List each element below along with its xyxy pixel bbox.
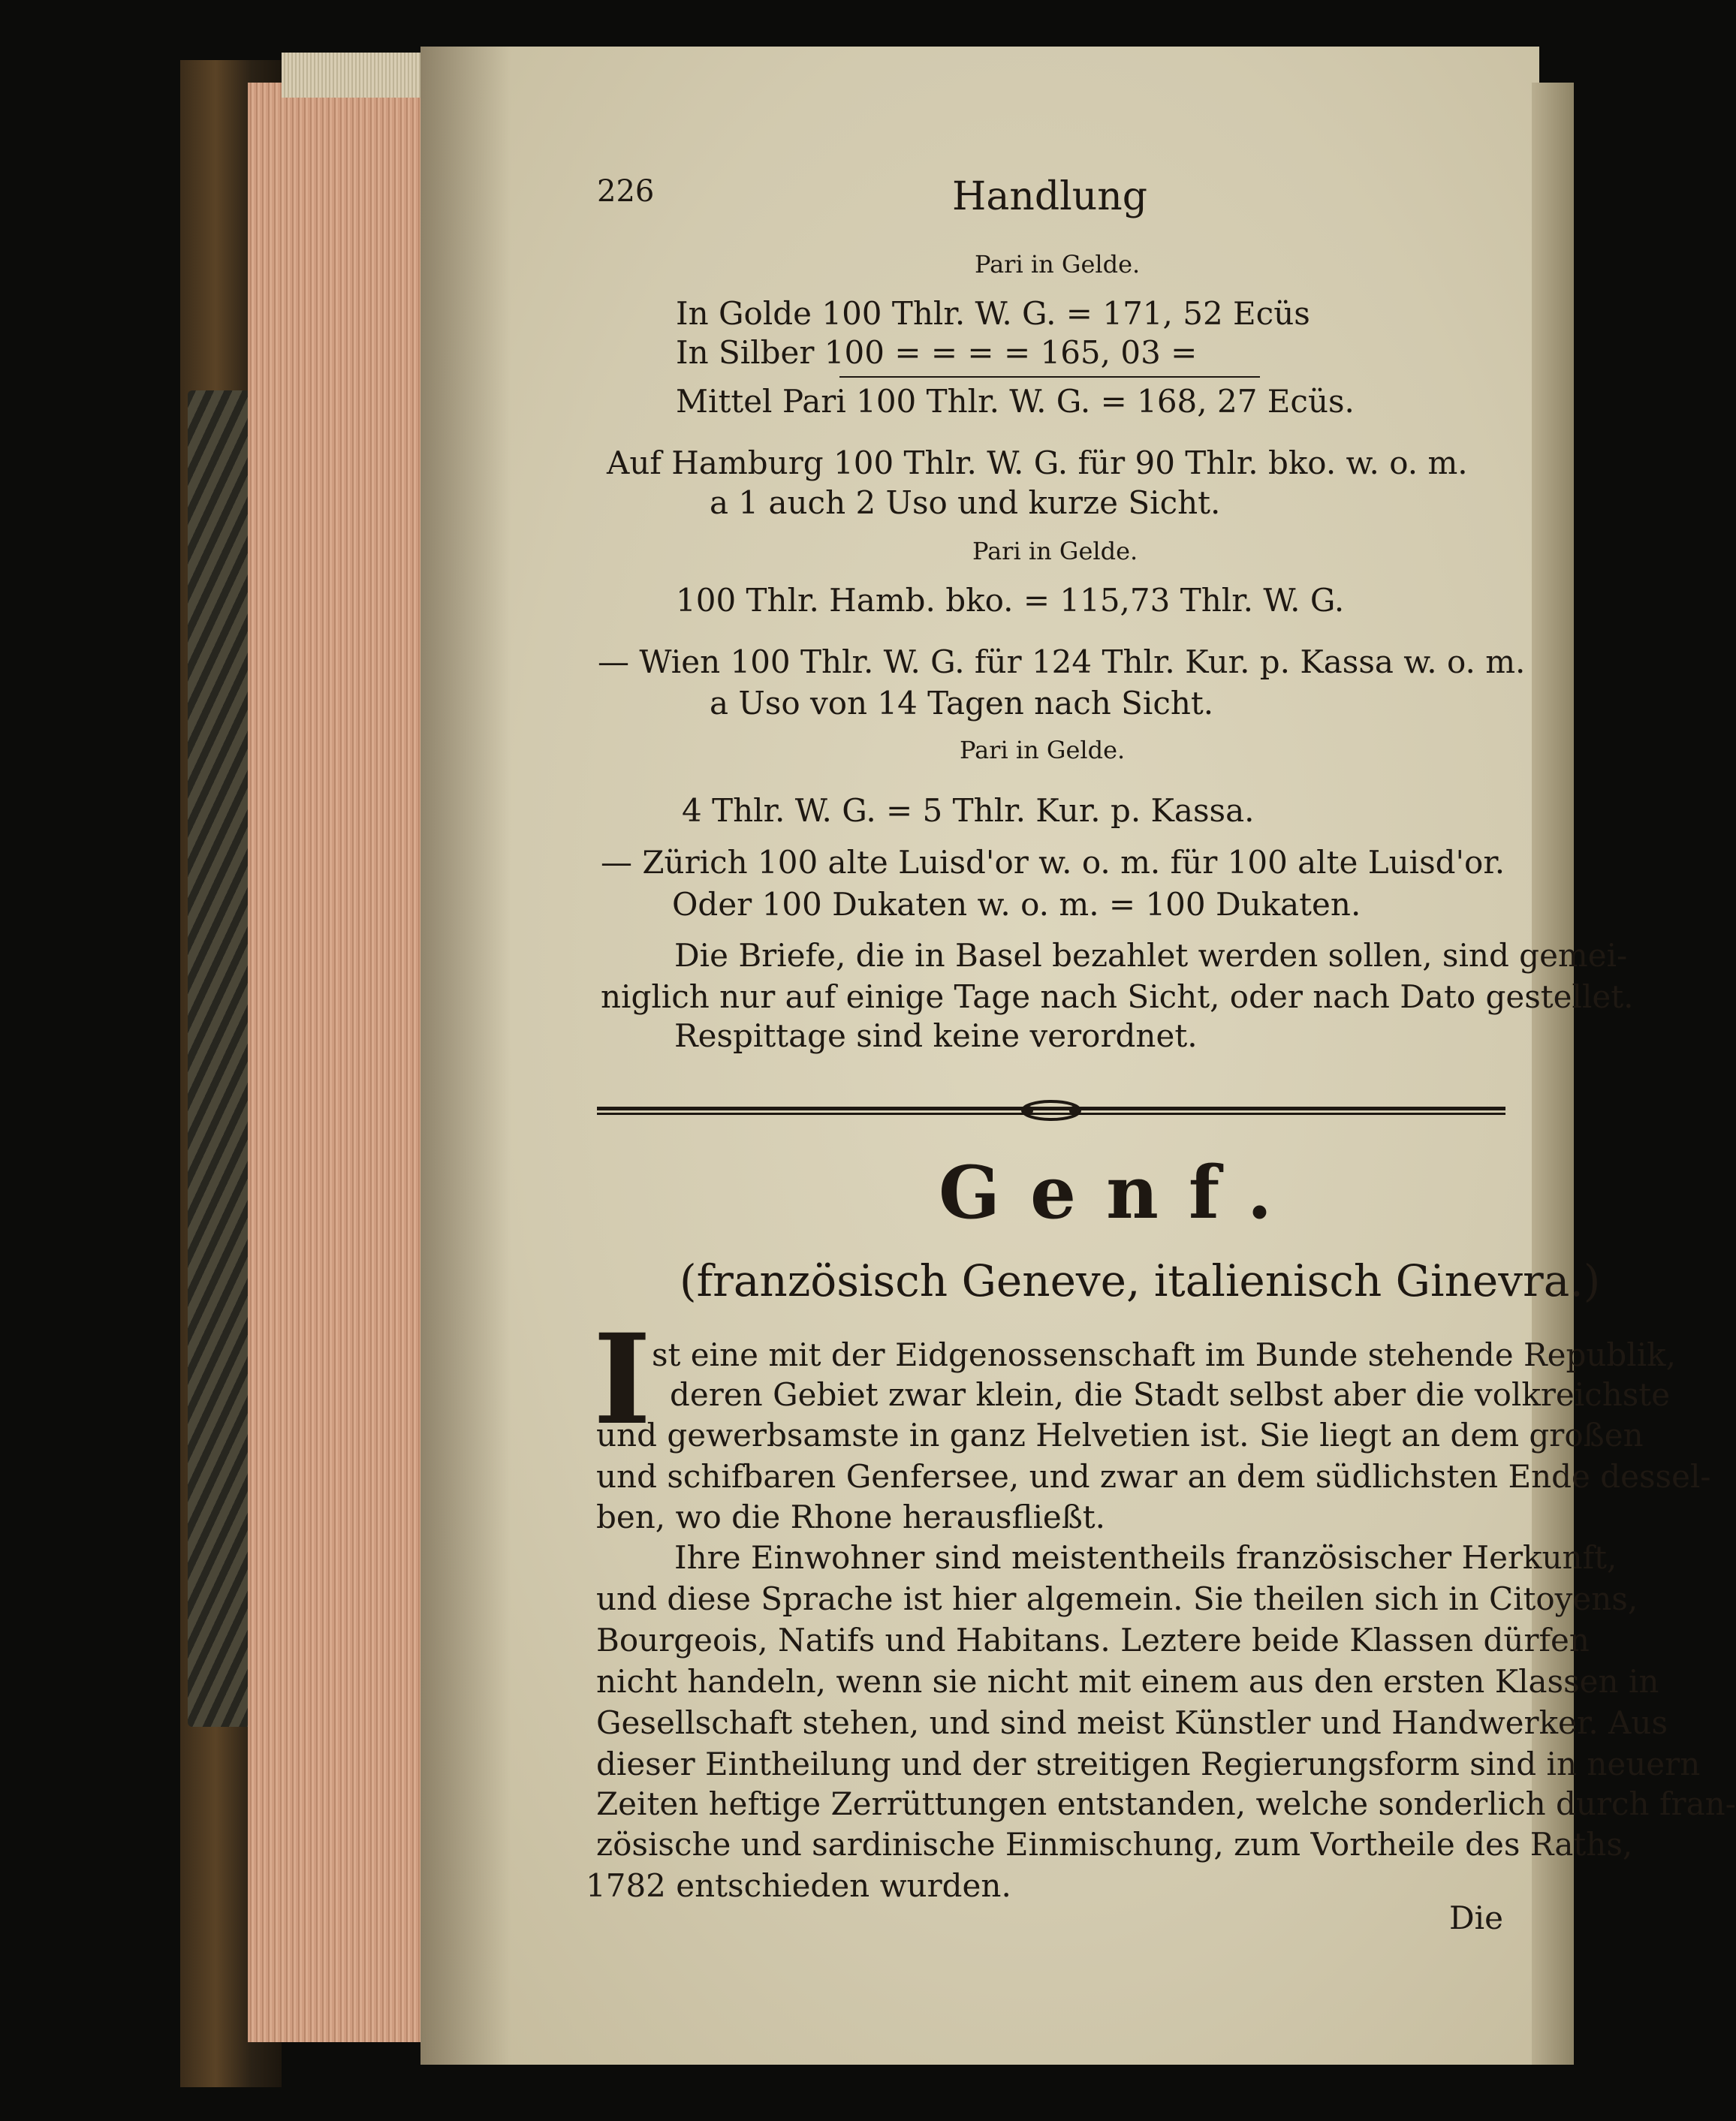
briefe-line-3: Respittage sind keine verordnet. — [674, 1017, 1198, 1054]
wien-pari: 4 Thlr. W. G. = 5 Thlr. Kur. p. Kassa. — [682, 792, 1255, 829]
para-line: zösische und sardinische Einmischung, zum Vortheile des Raths, — [596, 1826, 1633, 1863]
para-line: und diese Sprache ist hier algemein. Sie theilen sich in Citoyens, — [596, 1580, 1638, 1617]
catchword: Die — [1449, 1900, 1503, 1936]
wien-line-2: a Uso von 14 Tagen nach Sicht. — [710, 685, 1214, 722]
hamburg-pari: 100 Thlr. Hamb. bko. = 115,73 Thlr. W. G. — [676, 582, 1345, 619]
zurich-line-1: — Zürich 100 alte Luisd'or w. o. m. für 100 alte Luisd'or. — [601, 844, 1505, 881]
hamburg-line-2: a 1 auch 2 Uso und kurze Sicht. — [710, 484, 1221, 521]
para-line: und gewerbsamste in ganz Helvetien ist. Sie liegt an dem großen — [596, 1417, 1644, 1454]
para-line: Ihre Einwohner sind meistentheils französischer Herkunft, — [674, 1539, 1617, 1576]
pari-label-3: Pari in Gelde. — [960, 736, 1126, 764]
page-block-edge — [248, 83, 424, 2042]
hamburg-line-1: Auf Hamburg 100 Thlr. W. G. für 90 Thlr. bko. w. o. m. — [607, 444, 1468, 481]
ornamental-rule — [597, 1096, 1505, 1126]
running-head: Handlung — [952, 174, 1148, 219]
para-line: nicht handeln, wenn sie nicht mit einem aus den ersten Klassen in — [596, 1663, 1659, 1700]
para-line: Zeiten heftige Zerrüttungen entstanden, welche sonderlich durch fran- — [596, 1785, 1736, 1822]
section-heading: Genf. — [939, 1150, 1303, 1235]
ornamental-rule-bar-bottom — [597, 1113, 1505, 1115]
zurich-line-2: Oder 100 Dukaten w. o. m. = 100 Dukaten. — [672, 886, 1361, 923]
section-subtitle: (französisch Geneve, italienisch Ginevra.) — [680, 1255, 1601, 1306]
ornament-right-knot — [1069, 1106, 1078, 1115]
drop-cap: I — [593, 1306, 652, 1452]
page-number: 226 — [597, 174, 655, 209]
wien-line-1: — Wien 100 Thlr. W. G. für 124 Thlr. Kur. p. Kassa w. o. m. — [598, 643, 1526, 680]
para-line: Gesellschaft stehen, und sind meist Künstler und Handwerker. Aus — [596, 1704, 1668, 1741]
ornament-left-knot — [1024, 1106, 1033, 1115]
briefe-line-1: Die Briefe, die in Basel bezahlet werden sollen, sind gemei- — [674, 937, 1628, 974]
para-line: st eine mit der Eidgenossenschaft im Bunde stehende Republik, — [652, 1336, 1676, 1373]
gutter-shadow — [420, 47, 511, 2065]
pari-label-1: Pari in Gelde. — [975, 250, 1141, 279]
para-line: ben, wo die Rhone herausfließt. — [596, 1499, 1106, 1535]
para-line: deren Gebiet zwar klein, die Stadt selbst aber die volkreichste — [670, 1376, 1671, 1413]
para-line: Bourgeois, Natifs und Habitans. Leztere beide Klassen dürfen — [596, 1622, 1590, 1659]
para-line: dieser Eintheilung und der streitigen Regierungsform sind in neuern — [596, 1746, 1701, 1782]
sum-rule — [839, 376, 1260, 378]
row-mittel: Mittel Pari 100 Thlr. W. G. = 168, 27 Ecüs. — [676, 383, 1355, 420]
ornamental-rule-bar-top — [597, 1107, 1505, 1110]
para-line: 1782 entschieden wurden. — [586, 1867, 1011, 1904]
pari-label-2: Pari in Gelde. — [972, 537, 1138, 565]
row-gold: In Golde 100 Thlr. W. G. = 171, 52 Ecüs — [676, 295, 1310, 332]
briefe-line-2: niglich nur auf einige Tage nach Sicht, oder nach Dato gestellet. — [601, 978, 1634, 1015]
row-silver: In Silber 100 = = = = 165, 03 = — [676, 334, 1198, 371]
para-line: und schifbaren Genfersee, und zwar an dem südlichsten Ende dessel- — [596, 1458, 1711, 1495]
